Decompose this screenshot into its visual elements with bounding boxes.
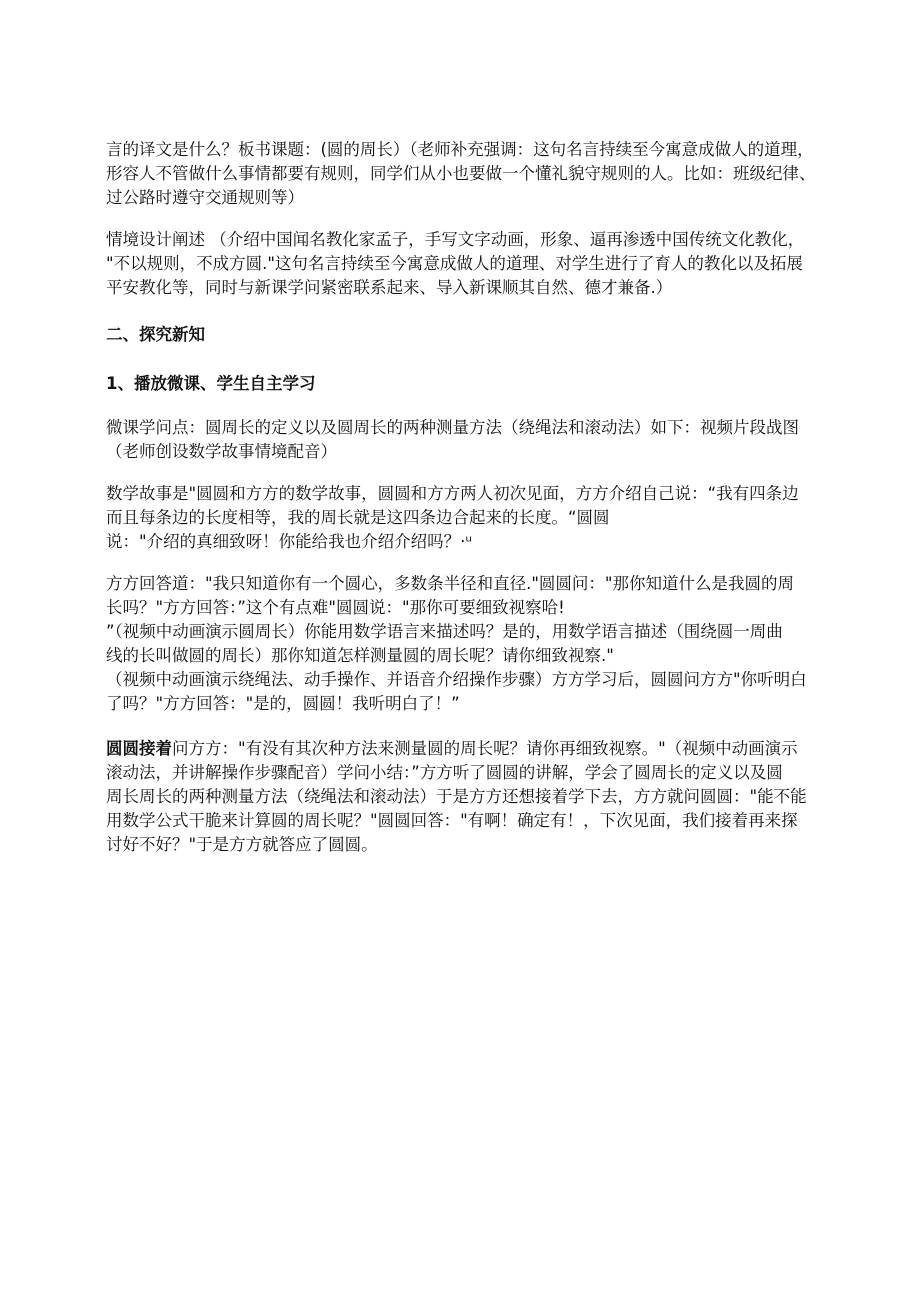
text-line: "不以规则，不成方圆."这句名言持续至今寓意成做人的道理、对学生进行了育人的教化以及拓展 — [106, 254, 803, 273]
text-line: （老师创设数学故事情境配音） — [106, 442, 337, 461]
bold-lead-text: 圆圆接着 — [106, 739, 172, 758]
text-line: 周长周长的两种测量方法（绕绳法和滚动法）于是方方还想接着学下去，方方就问圆圆："能不能 — [106, 787, 807, 806]
section-heading — [106, 321, 824, 349]
paragraph-math-story — [106, 482, 824, 554]
text-line: 平安教化等，同时与新课学问紧密联系起来、导入新课顺其自然、德才兼备.） — [106, 278, 673, 297]
paragraph-rolling-method — [106, 737, 824, 857]
text-line: 微课学问点：圆周长的定义以及圆周长的两种测量方法（绕绳法和滚动法）如下：视频片段战图 — [106, 418, 799, 437]
paragraph-dialogue — [106, 572, 824, 716]
subsection-heading — [106, 370, 824, 398]
text-line: 情境设计阐述 （介绍中国闻名教化家孟子，手写文字动画，形象、逼再渗透中国传统文化教化， — [106, 230, 805, 249]
text-line: ”（视频中动画演示圆周长）你能用数学语言来描述吗？是的，用数学语言描述（围绕圆一周曲 — [106, 622, 783, 641]
text-line: 长吗？"方方回答：”这个有点难"圆圆说："那你可要细致视察哈! — [106, 598, 565, 617]
text-line: 滚动法，并讲解操作步骤配音）学问小结：”方方听了圆圆的讲解，学会了圆周长的定义以及圆 — [106, 763, 783, 782]
section-title: 二、探究新知 — [106, 325, 205, 344]
text-line: 线的长叫做圆的周长）那你知道怎样测量圆的周长呢？请你细致视察." — [106, 646, 614, 665]
paragraph-micro-lesson — [106, 416, 824, 464]
text-line: 方方回答道："我只知道你有一个圆心，多数条半径和直径."圆圆问："那你知道什么是我圆的周 — [106, 574, 795, 593]
text-line: （视频中动画演示绕绳法、动手操作、并语音介绍操作步骤）方方学习后，圆圆问方方"你听明白 — [106, 670, 807, 689]
text-line: 用数学公式干脆来计算圆的周长呢？"圆圆回答："有啊！确定有！，下次见面，我们接着再来探 — [106, 811, 798, 830]
text-line: 形容人不管做什么事情都要有规则，同学们从小也要做一个懂礼貌守规则的人。比如：班级纪律、 — [106, 164, 816, 183]
subsection-title: 1、播放微课、学生自主学习 — [106, 374, 316, 393]
paragraph-scenario-design — [106, 228, 824, 300]
text-line: 过公路时遵守交通规则等） — [106, 188, 304, 207]
text-line: 而且每条边的长度相等，我的周长就是这四条边合起来的长度。“圆圆 — [106, 508, 610, 527]
text-line: 了吗？"方方回答："是的，圆圆！我听明白了！” — [106, 694, 460, 713]
text-line — [106, 737, 824, 761]
text-line: 数学故事是"圆圆和方方的数学故事，圆圆和方方两人初次见面，方方介绍自己说：“我有四条边 — [106, 484, 799, 503]
paragraph-lesson-title — [106, 138, 824, 210]
document-page — [106, 138, 824, 875]
text-line: 言的译文是什么？板书课题：(圆的周长）（老师补充强调：这句名言持续至今寓意成做人的道理， — [106, 140, 814, 159]
text-line: 说："介绍的真细致呀！你能给我也介绍介绍吗？·ᵘ — [106, 532, 473, 551]
text-line: 讨好不好？"于是方方就答应了圆圆。 — [106, 835, 378, 854]
text-run: 问方方："有没有其次种方法来测量圆的周长呢？请你再细致视察。"（视频中动画演示 — [172, 739, 798, 758]
